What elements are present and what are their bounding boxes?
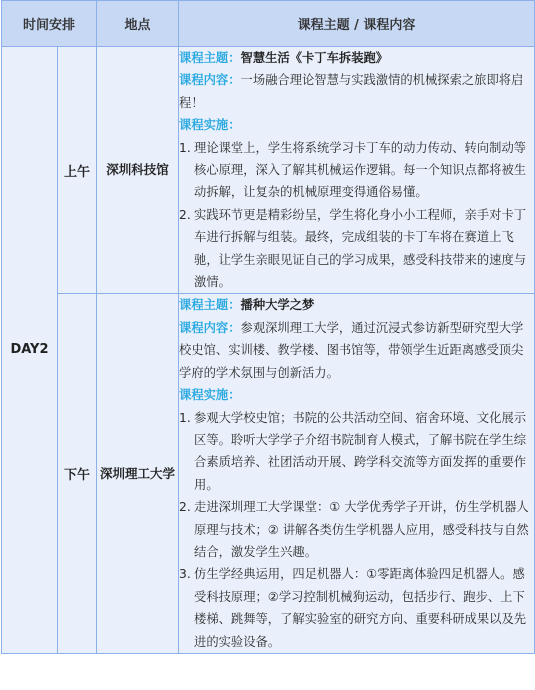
topic-value: 智慧生活《卡丁车拆装跑》 — [240, 51, 389, 65]
list-item — [179, 137, 534, 204]
step-text: 走进深圳理工大学课堂：① 大学优秀学子开讲，仿生学机器人原理与技术；② 讲解各类仿生学机器人应用，感受科技与自然结合，激发学生兴趣。 — [194, 500, 529, 559]
step-text: 仿生学经典运用，四足机器人：①零距离体验四足机器人。感受科技原理；②学习控制机械狗运动，包括步行、跑步、上下楼梯、跳舞等，了解实验室的研究方向、重要科研成果以及先进的实验设备。 — [194, 567, 527, 649]
impl-line — [179, 384, 534, 406]
step-text: 参观大学校史馆；书院的公共活动空间、宿舍环境、文化展示区等。聆听大学学子介绍书院制育人模式，了解书院在学生综合素质培养、社团活动开展、跨学科交流等方面发挥的重要作用。 — [194, 410, 527, 492]
content-value: 一场融合理论智慧与实践激情的机械探索之旅即将启程！ — [179, 73, 524, 110]
topic-label: 课程主题： — [179, 298, 241, 313]
step-number: 1. — [179, 410, 191, 425]
list-item — [179, 204, 534, 294]
impl-line — [179, 114, 534, 136]
step-number: 1. — [179, 140, 191, 155]
step-text: 实践环节更是精彩纷呈，学生将化身小小工程师，亲手对卡丁车进行拆解与组装。最终，完成组装的卡丁车将在赛道上飞驰，让学生亲眼见证自己的学习成果，感受科技带来的速度与激情。 — [194, 207, 527, 290]
header-time: 时间安排 — [2, 1, 97, 47]
course-morning — [179, 47, 535, 294]
content-value: 参观深圳理工大学，通过沉浸式参访新型研究型大学校史馆、实训楼、教学楼、图书馆等，带领学生近距离感受顶尖学府的学术氛围与创新活力。 — [179, 320, 524, 380]
session-row-morning — [2, 47, 535, 294]
content-line — [179, 69, 534, 114]
step-number: 2. — [179, 207, 191, 222]
header-course: 课程主题 / 课程内容 — [179, 1, 535, 47]
topic-value: 播种大学之梦 — [240, 298, 315, 313]
step-number: 3. — [179, 567, 191, 582]
place-afternoon: 深圳理工大学 — [97, 294, 179, 654]
course-afternoon — [179, 294, 535, 654]
period-morning: 上午 — [58, 47, 97, 294]
step-list — [179, 407, 534, 653]
impl-label: 课程实施： — [179, 118, 241, 133]
list-item — [179, 496, 534, 563]
day-label: DAY2 — [2, 47, 58, 654]
header-row — [2, 1, 535, 47]
session-row-afternoon — [2, 294, 535, 654]
list-item — [179, 563, 534, 653]
impl-label: 课程实施： — [179, 388, 241, 403]
content-line — [179, 317, 534, 384]
header-place: 地点 — [97, 1, 179, 47]
step-text: 理论课堂上，学生将系统学习卡丁车的动力传动、转向制动等核心原理，深入了解其机械运作逻辑。每一个知识点都将被生动拆解，让复杂的机械原理变得通俗易懂。 — [194, 140, 527, 200]
content-label: 课程内容： — [179, 320, 241, 335]
place-morning: 深圳科技馆 — [97, 47, 179, 294]
topic-line — [179, 47, 534, 69]
topic-line — [179, 294, 534, 316]
topic-label: 课程主题： — [179, 51, 241, 65]
schedule-table — [1, 0, 535, 654]
content-label: 课程内容： — [179, 73, 241, 88]
list-item — [179, 407, 534, 497]
period-afternoon: 下午 — [58, 294, 97, 654]
step-number: 2. — [179, 500, 191, 515]
step-list — [179, 137, 534, 294]
